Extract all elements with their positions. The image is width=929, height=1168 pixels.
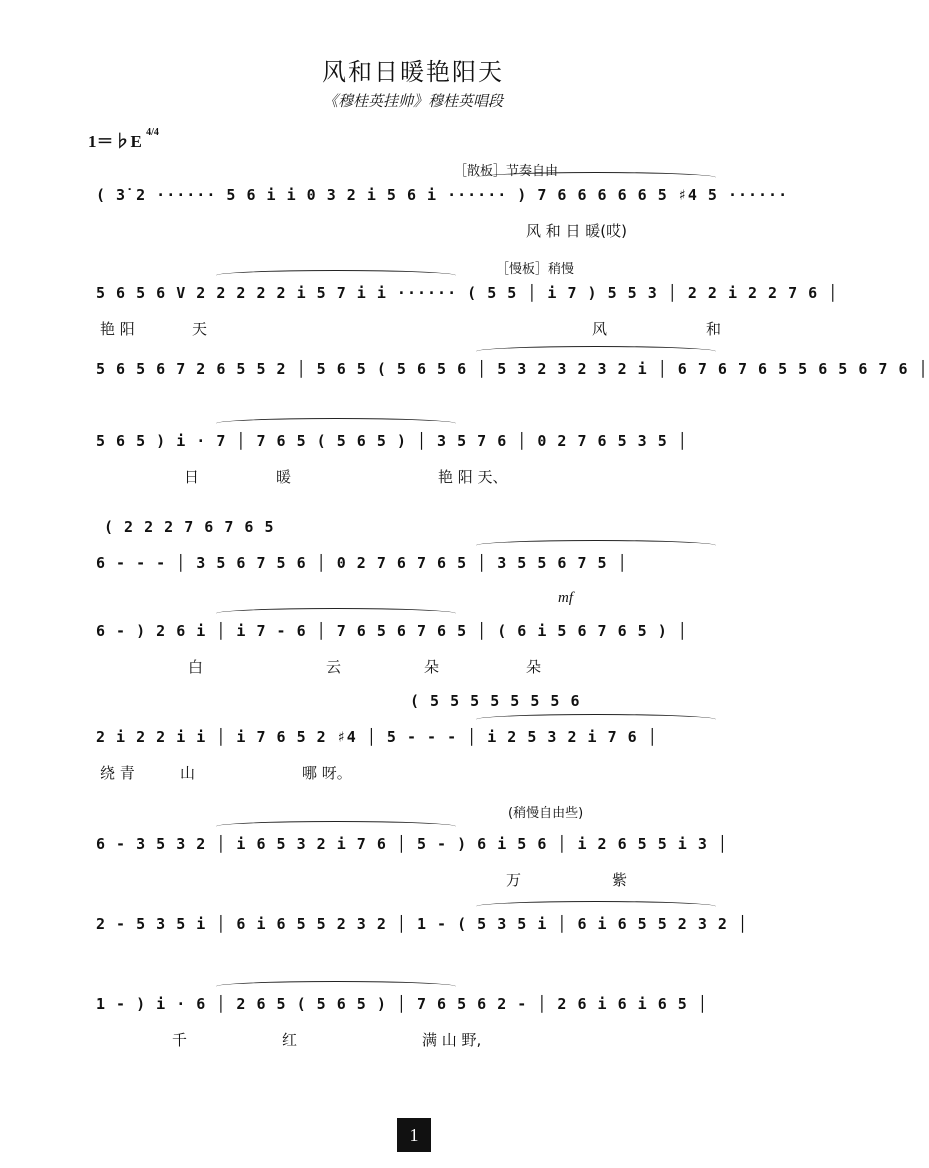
page-number: 1	[397, 1118, 431, 1152]
lyric-text: 满 山 野,	[422, 1031, 482, 1049]
slur-mark	[216, 418, 456, 429]
lyric-text: 绕 青	[100, 764, 135, 782]
lyric-text: 暖	[276, 468, 292, 486]
score-pre-line: ( 5 5 5 5 5 5 5 6	[410, 692, 581, 710]
score-line	[96, 284, 839, 344]
lyric-text: 艳 阳 天、	[438, 468, 508, 486]
slur-mark	[216, 270, 456, 281]
notation-row: 5 6 5 6 V 2 2 2 2 2 i 5 7 i i ······ ( 5 5 │ i 7 ) 5 5 3 │ 2 2 i 2 2 7 6 │	[96, 284, 839, 302]
lyric-text: 天	[192, 320, 208, 338]
slur-mark	[216, 821, 456, 832]
slur-mark	[476, 172, 716, 183]
lyric-text: 千	[172, 1031, 188, 1049]
score-line	[96, 728, 776, 788]
lyric-text: 紫	[612, 871, 628, 889]
lyric-text: 风	[592, 320, 608, 338]
notation-row: ( 3̇ 2 ······ 5 6 i i 0 3 2 i 5 6 i ······ ) 7 6 6 6 6 6 5 ♯4 5 ······	[96, 186, 789, 204]
notation-row: 2 i 2 2 i i │ i 7 6 5 2 ♯4 │ 5 - - - │ i 2 5 3 2 i 7 6 │	[96, 728, 658, 746]
notation-row: 6 - 3 5 3 2 │ i 6 5 3 2 i 7 6 │ 5 - ) 6 i 5 6 │ i 2 6 5 5 i 3 │	[96, 835, 728, 853]
lyric-text: 风 和 日 暖(哎)	[526, 222, 628, 240]
notation-row: 6 - - - │ 3 5 6 7 5 6 │ 0 2 7 6 7 6 5 │ 3 5 5 6 7 5 │	[96, 554, 628, 572]
score-line	[96, 995, 776, 1055]
time-signature: 4/4	[146, 127, 159, 138]
score-line	[96, 360, 929, 420]
notation-row: 2 - 5 3 5 i │ 6 i 6 5 5 2 3 2 │ 1 - ( 5 3 5 i │ 6 i 6 5 5 2 3 2 │	[96, 915, 748, 933]
lyric-text: 和	[706, 320, 722, 338]
score-line	[96, 186, 789, 246]
lyric-text: 朵	[424, 658, 440, 676]
score-line	[96, 915, 776, 975]
notation-row: 5 6 5 ) i · 7 │ 7 6 5 ( 5 6 5 ) │ 3 5 7 6 │ 0 2 7 6 5 3 5 │	[96, 432, 688, 450]
notation-row: 6 - ) 2 6 i │ i 7 - 6 │ 7 6 5 6 7 6 5 │ ( 6 i 5 6 7 6 5 ) │	[96, 622, 688, 640]
tempo-mark-sanban: ［散板］节奏自由	[454, 164, 559, 179]
lyric-text: 红	[282, 1031, 298, 1049]
slur-mark	[476, 540, 716, 551]
score-line	[96, 432, 776, 492]
page-subtitle: 《穆桂英挂帅》穆桂英唱段	[322, 92, 503, 110]
lyric-text: 朵	[526, 658, 542, 676]
tempo-mark-shaoman: (稍慢自由些)	[508, 806, 584, 821]
slur-mark	[216, 981, 456, 992]
key-signature	[88, 127, 159, 152]
tempo-mark-manban: ［慢板］稍慢	[496, 262, 575, 277]
score-line	[96, 835, 776, 895]
notation-row: 1 - ) i · 6 │ 2 6 5 ( 5 6 5 ) │ 7 6 5 6 2 - │ 2 6 i 6 i 6 5 │	[96, 995, 708, 1013]
score-line	[96, 622, 776, 682]
lyric-text: 山	[180, 764, 196, 782]
lyric-text: 艳 阳	[100, 320, 135, 338]
page-title: 风和日暖艳阳天	[322, 58, 504, 86]
slur-mark	[216, 608, 456, 619]
dynamic-mf: mf	[558, 590, 573, 606]
lyric-text: 日	[184, 468, 200, 486]
slur-mark	[476, 714, 716, 725]
score-pre-line: ( 2 2 2 7 6 7 6 5	[104, 518, 275, 536]
slur-mark	[476, 346, 716, 357]
lyric-text: 万	[506, 871, 522, 889]
lyric-text: 哪 呀。	[302, 764, 352, 782]
slur-mark	[476, 901, 716, 912]
lyric-text: 白	[188, 658, 204, 676]
lyric-text: 云	[326, 658, 342, 676]
notation-row: 5 6 5 6 7 2 6 5 5 2 │ 5 6 5 ( 5 6 5 6 │ 5 3 2 3 2 3 2 i │ 6 7 6 7 6 5 5 6 5 6 7 6 │	[96, 360, 929, 378]
key-label: 1＝♭E	[88, 132, 142, 151]
score-line	[96, 554, 776, 614]
